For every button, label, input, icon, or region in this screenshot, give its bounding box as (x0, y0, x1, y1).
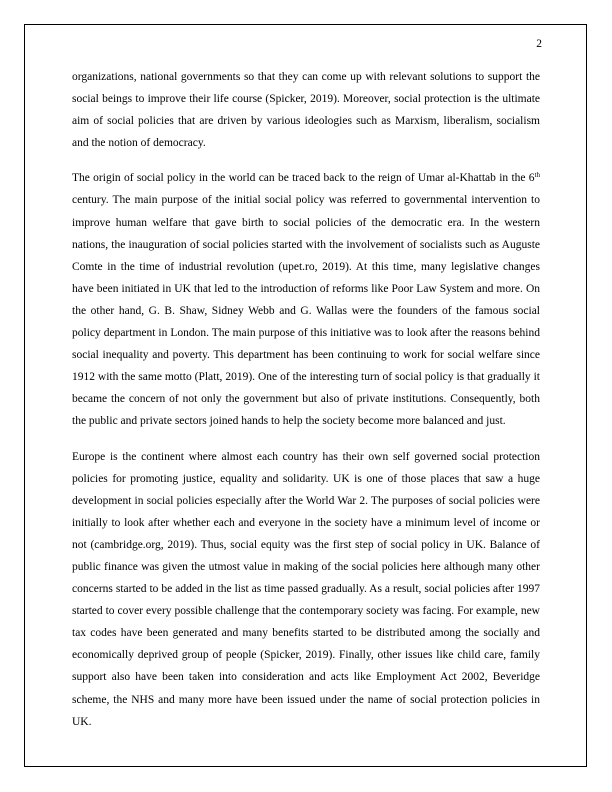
page-number: 2 (536, 38, 542, 50)
paragraph-2-text-end: century. The main purpose of the initial social policy was referred to governmental intervention to improve human welfare that gave birth to social policies of the democratic era. In the western nations, the inauguration of social policies started with the involvement of socialists such as Auguste Comte in the time of industrial revolution (upet.ro, 2019). At this time, many legislative changes have been initiated in UK that led to the introduction of reforms like Poor Law System and more. On the other hand, G. B. Shaw, Sidney Webb and G. Wallas were the founders of the famous social policy department in London. The main purpose of this initiative was to look after the reasons behind social inequality and poverty. This department has been continuing to work for social welfare since 1912 with the same motto (Platt, 2019). One of the interesting turn of social policy is that gradually it became the concern of not only the government but also of private institutions. Consequently, both the public and private sectors joined hands to help the society become more balanced and just. (72, 194, 540, 428)
ordinal-superscript: th (534, 171, 540, 180)
body-text (72, 66, 540, 746)
paragraph-1: organizations, national governments so that they can come up with relevant solutions to support the social beings to improve their life course (Spicker, 2019). Moreover, social protection is the ultimate aim of social policies that are driven by various ideologies such as Marxism, liberalism, socialism and the notion of democracy. (72, 71, 540, 150)
paragraph-2 (72, 167, 540, 432)
paragraph-2-text-start: The origin of social policy in the world can be traced back to the reign of Umar al-Khattab in the 6 (72, 172, 535, 185)
paragraph-3: Europe is the continent where almost each country has their own self governed social protection policies for promoting justice, equality and solidarity. UK is one of those places that saw a huge development in social policies especially after the World War 2. The purposes of social policies were initially to look after whether each and everyone in the society have a minimum level of income or not (cambridge.org, 2019). Thus, social equity was the first step of social policy in UK. Balance of public finance was given the utmost value in making of the social policies here although many other concerns started to be added in the list as time passed gradually. As a result, social policies after 1997 started to cover every possible challenge that the contemporary society was facing. For example, new tax codes have been generated and many benefits started to be distributed among the socially and economically deprived group of people (Spicker, 2019). Finally, other issues like child care, family support also have been taken into consideration and acts like Employment Act 2002, Beveridge scheme, the NHS and many more have been issued under the name of social protection policies in UK. (72, 450, 540, 728)
